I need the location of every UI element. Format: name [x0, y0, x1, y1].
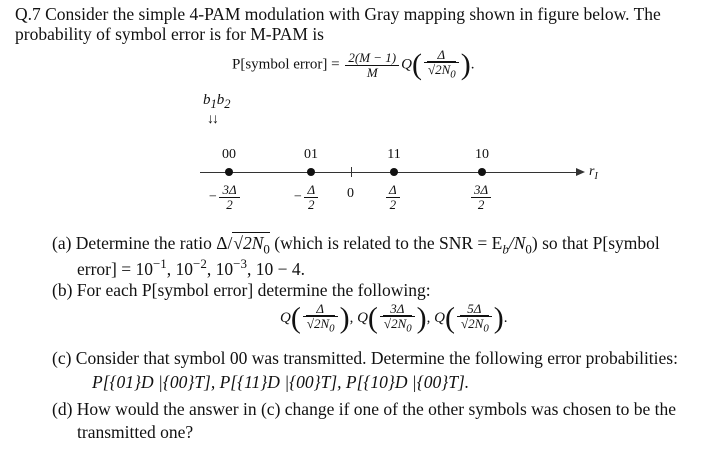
- zero-label: 0: [347, 186, 354, 201]
- axis-label: $r_I$: [589, 164, 598, 182]
- question-title-line2: probability of symbol error is for M-PAM is: [15, 24, 324, 44]
- q-term-3: Q( $\frac{5\Delta}{√2N_0}$ ).: [434, 301, 508, 335]
- position-label-4: $\frac{3\Delta}{2}$: [469, 183, 493, 212]
- part-d-line2: transmitted one?: [77, 422, 194, 442]
- part-a-line1: (a) Determine the ratio $\Delta/√2N_0$ (which is related to the SNR = $E_b/N_0$) so that P[symbol: [52, 233, 660, 257]
- symbol-dot-11: [390, 168, 398, 176]
- q-term-2: Q( $\frac{3\Delta}{√2N_0}$ ),: [357, 301, 435, 335]
- symbol-dot-00: [225, 168, 233, 176]
- symbol-label-11: 11: [387, 147, 401, 162]
- bit-arrows: ↓↓: [207, 112, 217, 127]
- position-label-3: $\frac{\Delta}{2}$: [384, 183, 402, 212]
- symbol-label-00: 00: [222, 147, 236, 162]
- part-b-q-terms: [280, 302, 507, 336]
- formula-lhs: P[symbol error] =: [232, 56, 340, 73]
- formula-coefficient: $\frac{2(M - 1)}{M}$: [345, 51, 399, 80]
- symbol-dot-10: [478, 168, 486, 176]
- formula-q: Q: [401, 56, 412, 73]
- symbol-label-10: 10: [475, 147, 489, 162]
- part-d-line1: (d) How would the answer in (c) change if one of the other symbols was chosen to be the: [52, 399, 676, 419]
- axis-arrow-icon: [576, 168, 585, 176]
- symbol-label-01: 01: [304, 147, 318, 162]
- bit-label: $b_1b_2$: [203, 92, 231, 111]
- formula-argument: $\frac{\Delta}{√2N_0}$: [424, 48, 459, 82]
- part-c-line2: P[{01}D |{00}T], P[{11}D |{00}T], P[{10}D |{00}T].: [92, 372, 470, 392]
- question-title-line1: Q.7 Consider the simple 4-PAM modulation with Gray mapping shown in figure below. The: [15, 4, 661, 24]
- position-label-2: − $\frac{\Delta}{2}$: [293, 183, 320, 212]
- symbol-error-formula: P[symbol error] = $\frac{2(M - 1)}{M}$ Q( $\frac{\Delta}{√2N_0}$ ).: [232, 47, 475, 81]
- symbol-dot-01: [307, 168, 315, 176]
- q-term-1: Q( $\frac{\Delta}{√2N_0}$ ),: [280, 301, 358, 335]
- part-b-line: (b) For each P[symbol error] determine the following:: [52, 280, 431, 300]
- position-label-1: − $\frac{3\Delta}{2}$: [208, 183, 242, 212]
- origin-tick: [351, 167, 352, 177]
- part-a-line2: error] = $10^{-1}$, $10^{-2}$, $10^{-3}$, 10 − 4.: [77, 256, 305, 279]
- part-c-line1: (c) Consider that symbol 00 was transmitted. Determine the following error probabilities:: [52, 348, 678, 368]
